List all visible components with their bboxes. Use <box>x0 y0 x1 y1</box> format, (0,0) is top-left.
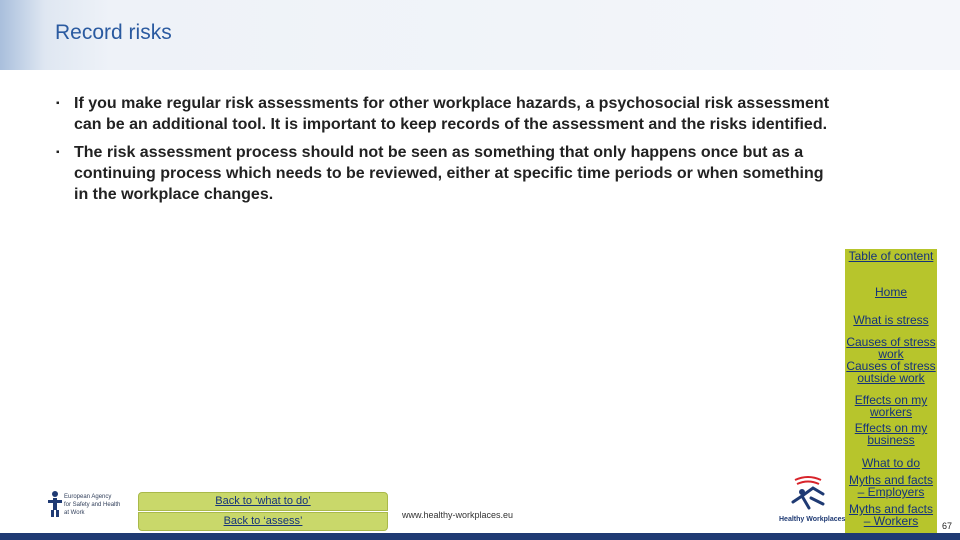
nav-link-effects-workers[interactable]: Effects on my workers <box>854 393 928 419</box>
bullet-text-2: The risk assessment process should not be seen as something that only happens once but as a continuing process which needs to be reviewed, either at specific time periods or when something in the workplace changes. <box>74 144 824 203</box>
content-body <box>56 93 836 212</box>
nav-link-home[interactable]: Home <box>874 285 907 299</box>
page-title: Record risks <box>55 21 172 44</box>
nav-link-what-to-do[interactable]: What to do <box>861 456 921 470</box>
bullet-text-1: If you make regular risk assessments for other workplace hazards, a psychosocial risk assessment can be an additional tool. It is important to keep records of the assessment and the risks identified. <box>74 95 830 133</box>
eu-osha-logo-icon <box>46 489 64 519</box>
nav-link-effects-business[interactable]: Effects on my business <box>854 421 928 447</box>
bullet-item-2 <box>56 142 836 205</box>
bullet-icon: ▪ <box>56 98 60 109</box>
bullet-item-1 <box>56 93 836 135</box>
page-number: 67 <box>942 521 953 531</box>
nav-link-what-is-stress[interactable]: What is stress <box>853 313 929 327</box>
side-navigation <box>845 249 937 540</box>
footer-bar <box>0 533 960 540</box>
nav-link-myths-employers[interactable]: Myths and facts – Employers <box>848 473 934 499</box>
nav-link-causes-outside-work[interactable]: Causes of stress outside work <box>846 359 936 385</box>
back-to-assess-button[interactable]: Back to ‘assess’ <box>138 512 388 531</box>
website-url: www.healthy-workplaces.eu <box>402 510 514 520</box>
campaign-name: Healthy Workplaces <box>779 516 846 523</box>
agency-name: European Agency for Safety and Health at Work <box>64 494 121 516</box>
nav-link-myths-workers[interactable]: Myths and facts – Workers <box>848 502 934 528</box>
nav-link-table-of-content[interactable]: Table of content <box>848 249 934 263</box>
healthy-workplaces-logo-icon <box>785 474 831 514</box>
nav-link-causes-work[interactable]: Causes of stress work <box>846 335 936 361</box>
back-to-what-to-do-button[interactable]: Back to ‘what to do’ <box>138 492 388 511</box>
bullet-icon: ▪ <box>56 147 60 158</box>
